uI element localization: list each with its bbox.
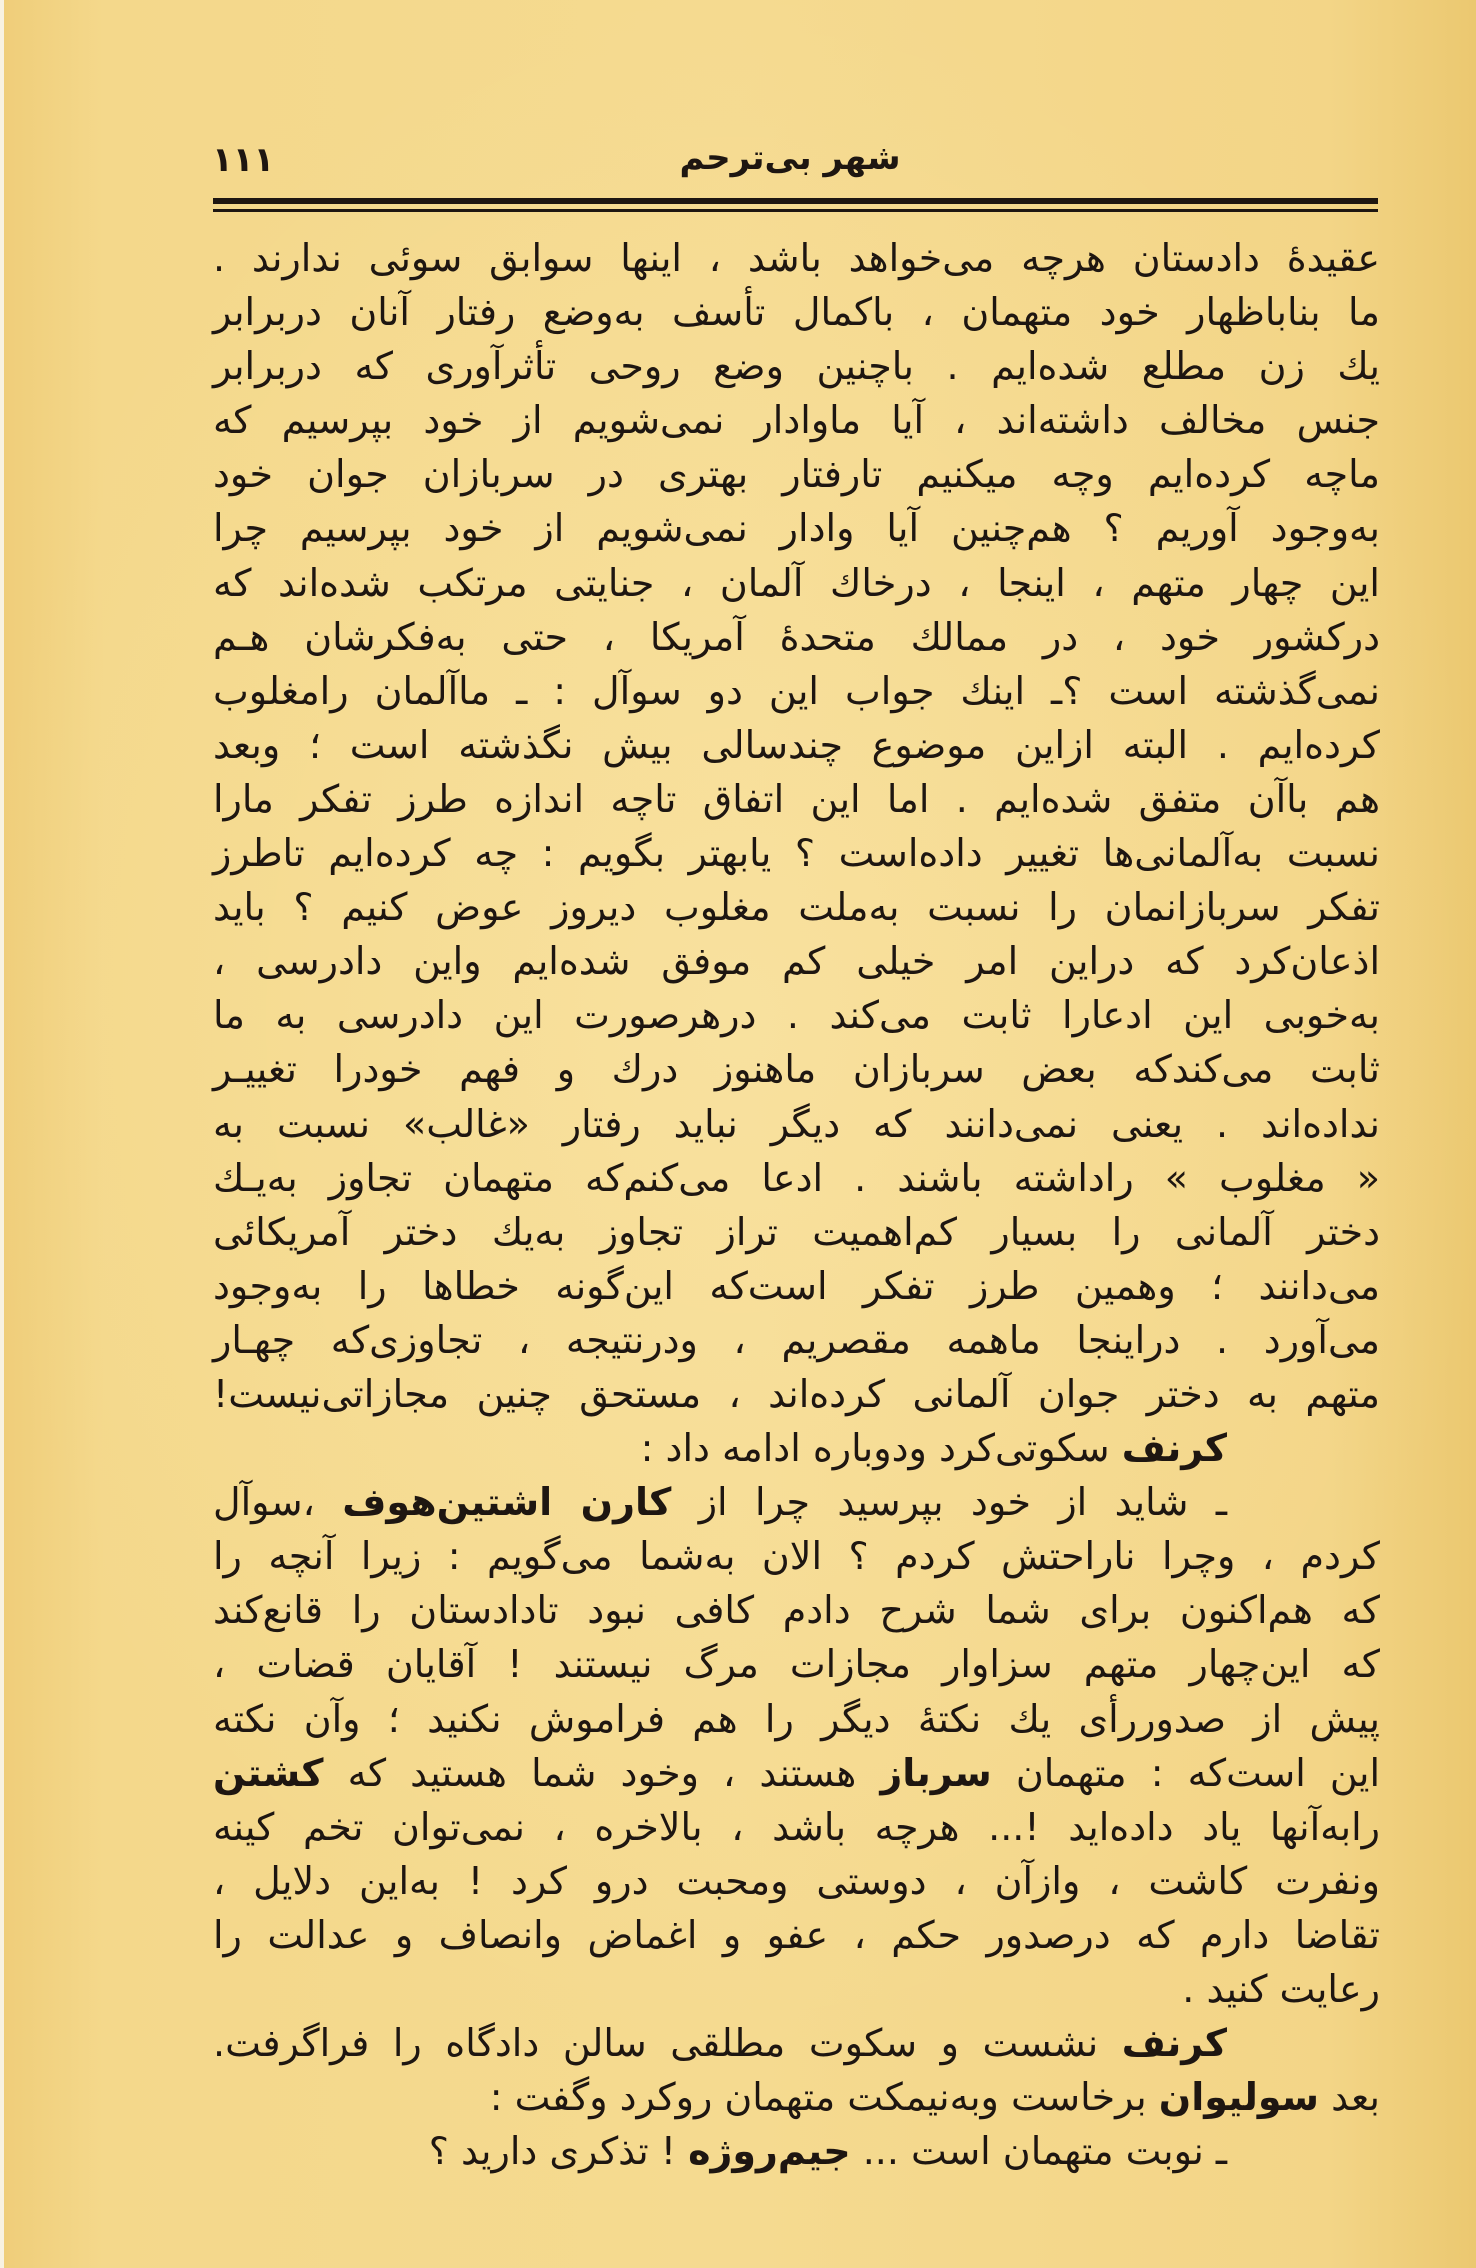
text-line-content: نسبت به‌آلمانی‌ها تغییر داده‌است ؟ یابهتر بگویم : چه کرده‌ایم تاطرز: [213, 831, 1380, 876]
text-run: هستند ، وخود شما هستید که: [323, 1750, 881, 1795]
text-line: [213, 393, 1380, 447]
text-line: [213, 934, 1380, 988]
running-title: شهر بی‌ترحم: [679, 138, 901, 178]
text-line: [213, 880, 1380, 934]
text-run: ! تذکری دارید ؟: [428, 2129, 689, 2174]
text-line-content: کرده‌ایم . البته ازاین موضوع چندسالی بیش نگذشته است ؛ وبعد: [213, 722, 1380, 767]
text-line: [213, 285, 1380, 339]
text-line: [213, 2016, 1227, 2070]
text-line: [213, 718, 1380, 772]
text-run: ـ نوبت متهمان است ...: [850, 2129, 1227, 2174]
emphasized-word: کشتن: [213, 1750, 324, 1795]
text-line: [213, 1313, 1380, 1367]
text-line: [213, 231, 1380, 285]
character-name: کارن اشتین‌هوف: [342, 1480, 672, 1525]
text-line: [213, 1692, 1380, 1746]
page-number: ۱۱۱: [212, 140, 275, 180]
text-line: [213, 1475, 1227, 1529]
text-line: [213, 1421, 1227, 1475]
character-name: سولیوان: [1158, 2075, 1320, 2120]
header-rule-thin: [213, 209, 1378, 212]
text-line-content: رعایت کنید .: [1182, 1967, 1380, 2011]
text-line: [213, 1746, 1380, 1800]
text-line-content: [429, 2124, 1227, 2178]
text-line: [213, 1637, 1380, 1691]
text-line: [213, 826, 1380, 880]
text-line: [213, 447, 1380, 501]
text-line: [213, 1854, 1380, 1908]
text-line-content: به‌خوبی این ادعارا ثابت می‌کند . درهرصورت این دادرسی به ما: [213, 993, 1380, 1038]
text-line-content: هم باآن متفق شده‌ایم . اما این اتفاق تاچه اندازه طرز تفکر مارا: [213, 776, 1380, 821]
text-line: [213, 1962, 1380, 2016]
text-run: ـ شاید از خود بپرسید چرا از: [671, 1480, 1227, 1525]
header-rule-thick: [213, 198, 1378, 204]
text-line-content: تفکر سربازانمان را نسبت به‌ملت مغلوب دیروز عوض کنیم ؟ باید: [213, 885, 1380, 930]
text-line: [213, 772, 1380, 826]
text-run: ،سوآل: [213, 1480, 343, 1525]
text-run: سکوتی‌کرد ودوباره ادامه داد :: [640, 1426, 1122, 1471]
text-line-content: [213, 2016, 1227, 2070]
text-line-content: ونفرت کاشت ، وازآن ، دوستی ومحبت درو کرد ! به‌این دلایل ،: [213, 1858, 1380, 1903]
text-line-content: نداده‌اند . یعنی نمی‌دانند که دیگر نباید رفتار «غالب» نسبت به: [213, 1101, 1380, 1146]
text-line: [213, 610, 1380, 664]
text-line-content: رابه‌آنها یاد داده‌اید !... هرچه باشد ، بالاخره ، نمی‌توان تخم کینه: [213, 1804, 1380, 1849]
text-line: [213, 1205, 1380, 1259]
text-run: برخاست وبه‌نیمکت متهمان روکرد وگفت :: [489, 2075, 1159, 2120]
text-line: [213, 1583, 1380, 1637]
text-line: [213, 2124, 1227, 2178]
text-line-content: جنس مخالف داشته‌اند ، آیا ماوادار نمی‌شویم از خود بپرسیم که: [213, 398, 1380, 443]
text-line-content: پیش از صدوررأی يك نکتهٔ دیگر را هم فراموش نکنید ؛ وآن نکته: [213, 1696, 1380, 1741]
text-line: [213, 1800, 1380, 1854]
text-line: [213, 1042, 1380, 1096]
text-line-content: [490, 2070, 1380, 2124]
character-name: جیم‌روژه: [688, 2129, 851, 2174]
text-line-content: درکشور خود ، در ممالك متحدهٔ آمریکا ، حتی به‌فکرشان هـم: [213, 614, 1380, 659]
text-line-content: ثابت می‌کندکه بعض سربازان ماهنوز درك و فهم خودرا تغییـر: [213, 1047, 1380, 1092]
text-line: [213, 1259, 1380, 1313]
text-line-content: دختر آلمانی را بسیار کم‌اهمیت تراز تجاوز به‌يك دختر آمریکائی: [213, 1209, 1380, 1254]
text-line: [213, 1367, 1380, 1421]
text-run: این است‌که : متهمان: [991, 1750, 1380, 1795]
text-line: [213, 664, 1380, 718]
text-line-content: يك زن مطلع شده‌ایم . باچنین وضع روحی تأثرآوری که دربرابر: [213, 344, 1380, 389]
text-line-content: [213, 1475, 1227, 1529]
text-line: [213, 1097, 1380, 1151]
text-line: [213, 2070, 1380, 2124]
text-line-content: [641, 1421, 1227, 1475]
emphasized-word: سرباز: [880, 1750, 992, 1795]
text-line-content: اذعان‌کرد که دراین امر خیلی کم موفق شده‌ایم واین دادرسی ،: [213, 939, 1380, 984]
character-name: کرنف: [1121, 2021, 1227, 2066]
text-line: [213, 1908, 1380, 1962]
text-line-content: نمی‌گذشته است ؟ـ اینك جواب این دو سوآل : ـ ماآلمان رامغلوب: [213, 668, 1380, 713]
text-run: بعد: [1319, 2075, 1380, 2120]
text-line: [213, 556, 1380, 610]
text-line-content: به‌وجود آوریم ؟ هم‌چنین آیا وادار نمی‌شویم از خود بپرسیم چرا: [213, 506, 1380, 551]
text-line-content: ماچه کرده‌ایم وچه میکنیم تارفتار بهتری در سربازان جوان خود: [213, 452, 1380, 497]
text-line-content: می‌آورد . دراینجا ماهمه مقصریم ، ودرنتیجه ، تجاوزی‌که چهـار: [213, 1317, 1380, 1362]
text-line-content: « مغلوب » راداشته باشند . ادعا می‌کنم‌که متهمان تجاوز به‌یـك: [213, 1155, 1380, 1200]
text-line: [213, 501, 1380, 555]
text-line: [213, 339, 1380, 393]
text-line-content: ما بناباظهار خود متهمان ، باکمال تأسف به‌وضع رفتار آنان دربرابر: [213, 290, 1380, 335]
text-line-content: این چهار متهم ، اینجا ، درخاك آلمان ، جنایتی مرتکب شده‌اند که: [213, 560, 1380, 605]
text-line-content: عقیدهٔ دادستان هرچه می‌خواهد باشد ، اینها سوابق سوئی ندارند .: [213, 236, 1380, 280]
scan-edge: [0, 0, 4, 2268]
text-line: [213, 1151, 1380, 1205]
character-name: کرنف: [1121, 1426, 1227, 1471]
text-line-content: [213, 1746, 1380, 1800]
text-line-content: که هم‌اکنون برای شما شرح دادم کافی نبود تادادستان را قانع‌کند: [213, 1588, 1380, 1633]
text-line-content: که این‌چهار متهم سزاوار مجازات مرگ نیستند ! آقایان قضات ،: [213, 1642, 1380, 1687]
text-line-content: تقاضا دارم که درصدور حکم ، عفو و اغماض وانصاف و عدالت را: [213, 1912, 1380, 1957]
text-line-content: کردم ، وچرا ناراحتش کردم ؟ الان به‌شما می‌گویم : زیرا آنچه را: [213, 1534, 1380, 1579]
body-text: [213, 231, 1380, 2178]
text-line-content: متهم به دختر جوان آلمانی کرده‌اند ، مستحق چنین مجازاتی‌نیست!: [213, 1371, 1380, 1416]
text-line-content: می‌دانند ؛ وهمین طرز تفکر است‌که این‌گونه خطاها را به‌وجود: [213, 1263, 1380, 1308]
text-line: [213, 1529, 1380, 1583]
text-run: نشست و سکوت مطلقی سالن دادگاه را فراگرفت.: [213, 2021, 1122, 2066]
text-line: [213, 988, 1380, 1042]
